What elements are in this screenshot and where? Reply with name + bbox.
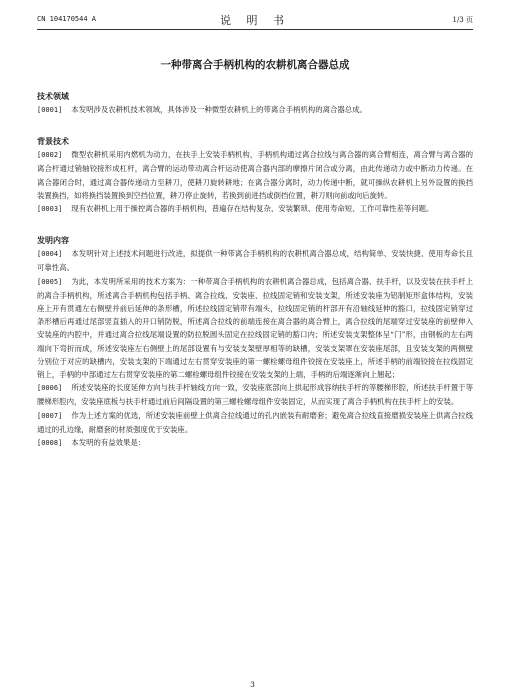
paragraph-text: 本发明的有益效果是：: [71, 438, 146, 448]
paragraph: [37, 436, 473, 450]
paragraph-text: 本发明针对上述技术问题进行改进，拟提供一种带离合手柄机构的农耕机离合器总成，结构简单、安装快捷、使用寿命长且可靠性高。: [37, 249, 473, 273]
paragraph-number: [0006]: [37, 384, 63, 393]
paragraph-number: [0001]: [37, 106, 63, 114]
paragraph-text: 为此，本发明所采用的技术方案为：一种带离合手柄机构的农耕机离合器总成，包括离合器、扶手杆，以及安装在扶手杆上的离合手柄机构，所述离合手柄机构包括手柄、离合拉线、安装座、拉线固定销和安装支架，所述安装座为铝制矩形盒体结构，安装座上开有贯通左右侧壁并前后延伸的条形槽，所述拉线固定销带有端头，拉线固定销的杆部开有沿轴线延伸的豁口，拉线固定销穿过条形槽后再通过尾部竖直插入的开口销防脱，所述离合拉线的前端连接在离合器的离合臂上，离合拉线的尾端穿过安装座的前壁伸入安装座的内腔中，并通过离合拉线尾端设置的防拉脱圆头固定在拉线固定销的豁口内；所述安装支架整体呈“门”形，由钢板的左右两端向下弯折而成，所述安装座左右侧壁上的尾部设置有与安装支架壁厚相等的缺槽，安装支架罩在安装座尾部，且安装支架的两侧壁分别位于对应的缺槽内，安装支架的下端通过左右贯穿安装座的第一螺栓螺母组件铰接在安装座上，所述手柄的前端铰接在拉线固定销上，手柄的中部通过左右贯穿安装座的第二螺栓螺母组件铰接在安装支架的上端，手柄的后端逐渐向上翘起；: [37, 276, 473, 380]
paragraph: [37, 202, 473, 216]
paragraph-text: 微型农耕机采用内燃机为动力，在扶手上安装手柄机构，手柄机构通过离合拉线与离合器的离合臂相连，离合臂与离合器的离合杆通过销轴铰接形成杠杆，离合臂的运动带动离合杆运动使离合器内部的摩擦片闭合或分离，由此传递动力或中断动力传递。在离合器闭合时，通过离合器传递动力至耕刀，使耕刀旋转耕地；在离合器分离时，动力传递中断，就可操纵农耕机上另外设置的换挡装置换挡，如将换挡装置换到空挡位置，耕刀停止旋转，若换到前进挡或倒挡位置，耕刀则向前或向后旋转。: [37, 150, 473, 200]
paragraph-number: [0004]: [37, 250, 63, 259]
document-body: [37, 84, 473, 450]
paragraph: [37, 381, 473, 408]
paragraph-text: 所述安装座的长度延伸方向与扶手杆轴线方向一致，安装座底部向上拱起形成容纳扶手杆的等腰梯形腔，所述扶手杆置于等腰梯形腔内，安装座底板与扶手杆通过前后间隔设置的第三螺栓螺母组件安装固定，从而实现了离合手柄机构在扶手杆上的安装。: [37, 383, 473, 407]
section-heading: 技术领域: [37, 91, 69, 101]
paragraph-number: [0002]: [37, 151, 63, 160]
page-header: [37, 11, 473, 30]
paragraph-number: [0003]: [37, 205, 63, 214]
paragraph-text: 现有农耕机上用于操控离合器的手柄机构，普遍存在结构复杂、安装繁琐、使用寿命短、工作可靠性差等问题。: [71, 204, 434, 214]
paragraph: [37, 247, 473, 274]
paragraph-number: [0007]: [37, 411, 63, 420]
paragraph: [37, 409, 473, 436]
document-type: 说 明 书: [220, 14, 290, 27]
paragraph-number: [0008]: [37, 439, 63, 448]
paragraph-text: 作为上述方案的优选，所述安装座前壁上供离合拉线通过的孔内嵌装有耐磨套；避免离合拉线直接磨损安装座上供离合拉线通过的孔边缘，耐磨套的材质强度优于安装座。: [37, 410, 473, 434]
page-number: 3: [250, 680, 255, 689]
paragraph: [37, 275, 473, 382]
document-title: 一种带离合手柄机构的农耕机离合器总成: [160, 59, 350, 71]
paragraph-number: [0005]: [37, 277, 63, 286]
section-heading: 背景技术: [37, 136, 69, 147]
paragraph: [37, 148, 473, 202]
section-heading: 发明内容: [37, 235, 69, 246]
paragraph-text: 本发明涉及农耕机技术领域，具体涉及一种微型农耕机上的带离合手柄机构的离合器总成。: [71, 105, 367, 114]
publication-number: CN 104170544 A: [37, 15, 97, 23]
paragraph: [37, 103, 473, 117]
page-indicator: 1/3 页: [452, 16, 473, 24]
